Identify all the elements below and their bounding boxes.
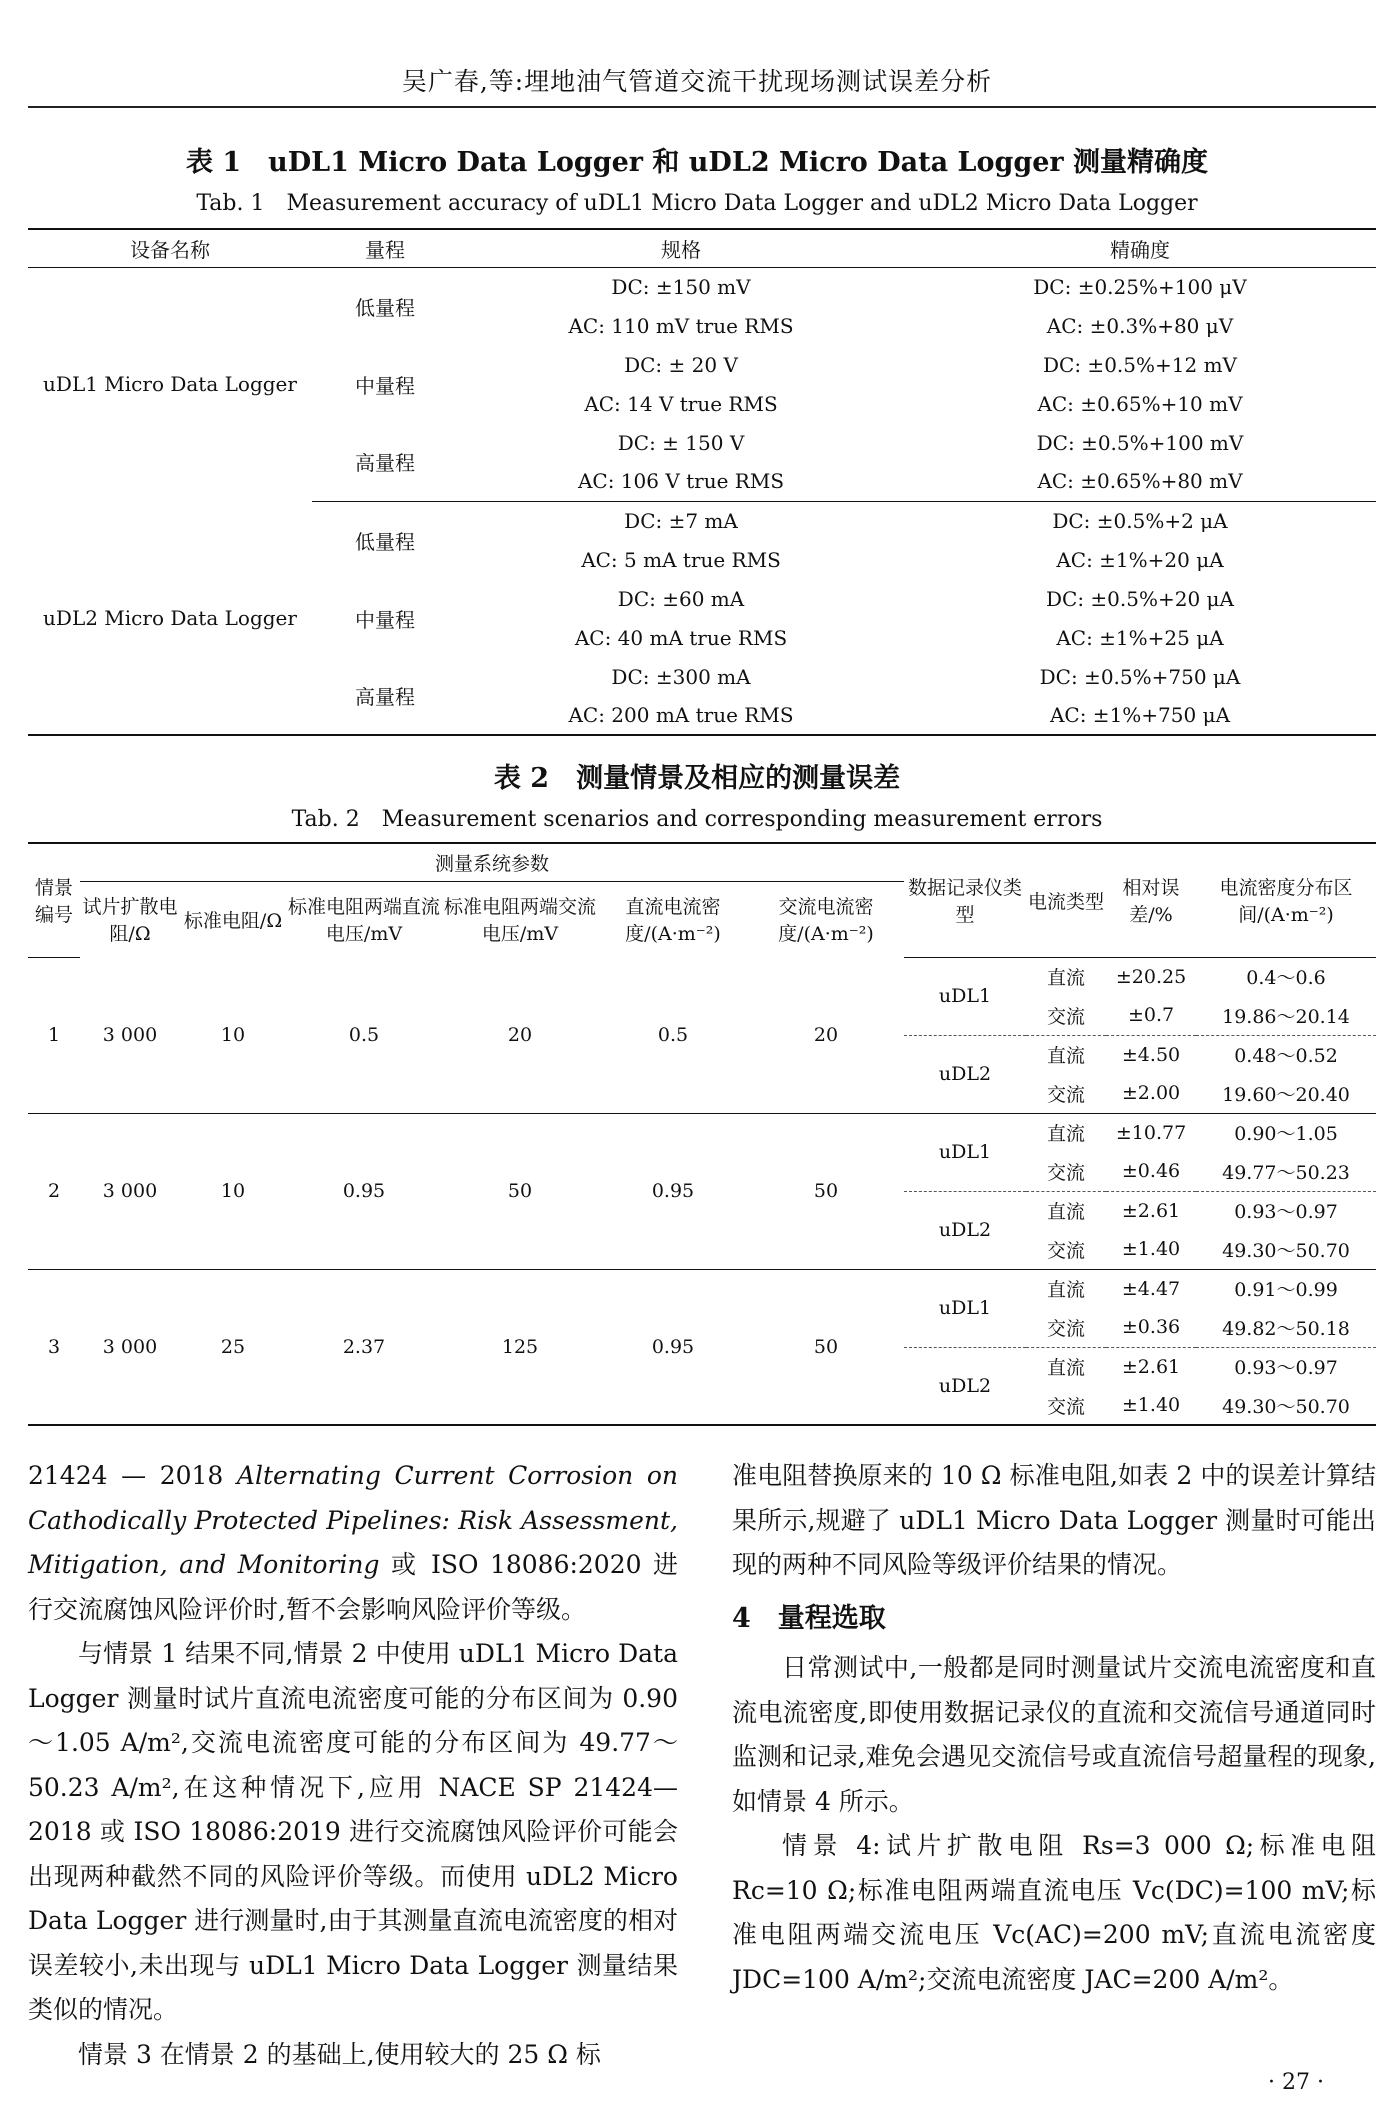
density-interval-cell: 19.60～20.40 [1196,1074,1376,1113]
left-p1-text-a: 21424 — 2018 [28,1461,237,1490]
accuracy-cell: AC: ±0.65%+10 mV [1037,391,1243,416]
table2-header-cell: 情景编号 [28,843,80,957]
table2-header-cell: 标准电阻两端交流电压/mV [443,896,596,946]
relative-error-cell: ±10.77 [1115,1121,1187,1144]
relative-error-cell: ±4.47 [1121,1277,1181,1300]
current-type-cell: 交流 [1026,1308,1106,1347]
page-number: · 27 · [1268,2070,1324,2095]
current-type-cell: 直流 [1047,1357,1086,1380]
table1-header-cell: 规格 [661,237,701,262]
jdc-cell: 0.95 [598,1113,748,1269]
table2-header-cell: 电流类型 [1026,843,1106,957]
relative-error-cell: ±2.61 [1121,1355,1181,1378]
table2-header-cell: 试片扩散电阻/Ω [82,896,178,946]
vac-cell: 50 [442,1113,598,1269]
table-row [28,957,1376,996]
accuracy-cell: DC: ±0.5%+2 μA [1052,508,1228,533]
density-interval-cell: 0.91～0.99 [1234,1279,1338,1302]
vdc-cell: 0.95 [286,1113,442,1269]
current-type-cell: 直流 [1047,967,1086,990]
scenario-id-cell: 3 [28,1269,80,1425]
jac-cell: 50 [748,1269,904,1425]
logger-type-cell: uDL1 [904,1269,1026,1347]
current-type-cell: 交流 [1026,1074,1106,1113]
relative-error-cell: ±4.50 [1121,1043,1181,1066]
rs-cell: 3 000 [80,1269,180,1425]
table1-header-cell: 量程 [365,237,405,262]
scenario-id-cell: 2 [28,1113,80,1269]
accuracy-cell: AC: ±1%+20 μA [1056,547,1224,572]
left-paragraph-1 [28,1454,678,1632]
logger-type-cell: uDL2 [904,1347,1026,1425]
running-header: 吴广春,等:埋地油气管道交流干扰现场测试误差分析 [401,67,993,96]
accuracy-cell: DC: ±0.5%+20 μA [1045,586,1234,611]
jac-cell: 50 [748,1113,904,1269]
table-row [28,1113,1376,1152]
density-interval-cell: 49.82～50.18 [1196,1308,1376,1347]
range-cell: 高量程 [312,423,458,501]
scenario-id-cell: 1 [28,957,80,1113]
rs-cell: 3 000 [80,1113,180,1269]
density-interval-cell: 49.30～50.70 [1196,1386,1376,1425]
accuracy-cell: AC: ±0.65%+80 mV [904,462,1376,501]
spec-cell: AC: 14 V true RMS [584,391,778,416]
table2 [28,842,1376,1426]
table1-header-row [28,229,1376,267]
spec-cell: AC: 5 mA true RMS [581,547,781,572]
jdc-cell: 0.5 [598,957,748,1113]
left-paragraph-2: 与情景 1 结果不同,情景 2 中使用 uDL1 Micro Data Logger 测量时试片直流电流密度可能的分布区间为 0.90～1.05 A/m²,交流电流密度可能的分布区间为 49.77～50.23 A/m²,在这种情况下,应用 NACE SP 21424—2018 或 ISO 18086:2019 进行交流腐蚀风险评价可能会出现两种截然不同的风险评价等级。而使用 uDL2 Micro Data Logger 进行测量时,由于其测量直流电流密度的相对误差较小,未出现与 uDL1 Micro Data Logger 测量结果类似的情况。 [28,1639,678,2024]
relative-error-cell: ±0.36 [1106,1308,1196,1347]
right-paragraph-3: 情景 4:试片扩散电阻 Rs=3 000 Ω;标准电阻 Rc=10 Ω;标准电阻两端直流电压 Vc(DC)=100 mV;标准电阻两端交流电压 Vc(AC)=200 mV;直流电流密度 JDC=100 A/m²;交流电流密度 JAC=200 A/m²。 [732,1831,1376,1994]
table2-header-cell: 直流电流密度/(A·m⁻²) [625,896,721,946]
accuracy-cell: DC: ±0.5%+12 mV [1043,352,1237,377]
spec-cell: DC: ± 20 V [624,352,738,377]
accuracy-cell: AC: ±1%+750 μA [904,696,1376,735]
current-type-cell: 交流 [1026,1386,1106,1425]
spec-cell: DC: ± 150 V [617,430,745,455]
density-interval-cell: 0.48～0.52 [1234,1045,1338,1068]
logger-type-cell: uDL2 [904,1191,1026,1269]
table-row [28,1269,1376,1308]
accuracy-cell: AC: ±0.3%+80 μV [1046,313,1234,338]
accuracy-cell: DC: ±0.5%+750 μA [1039,664,1241,689]
density-interval-cell: 0.93～0.97 [1234,1357,1338,1380]
table2-caption-en: Tab. 2 Measurement scenarios and corresponding measurement errors [291,807,1103,832]
spec-cell: DC: ±7 mA [624,508,738,533]
spec-cell: AC: 106 V true RMS [458,462,904,501]
header-rule [28,106,1376,108]
spec-cell: DC: ±60 mA [617,586,745,611]
density-interval-cell: 0.93～0.97 [1234,1201,1338,1224]
current-type-cell: 交流 [1026,996,1106,1035]
logger-type-cell: uDL1 [904,957,1026,1035]
relative-error-cell: ±1.40 [1106,1386,1196,1425]
relative-error-cell: ±0.7 [1106,996,1196,1035]
vdc-cell: 2.37 [286,1269,442,1425]
vdc-cell: 0.5 [286,957,442,1113]
density-interval-cell: 49.77～50.23 [1196,1152,1376,1191]
spec-cell: AC: 200 mA true RMS [458,696,904,735]
table1-header-cell: 设备名称 [130,237,210,262]
spec-cell: AC: 110 mV true RMS [568,313,794,338]
jac-cell: 20 [748,957,904,1113]
left-paragraph-3: 情景 3 在情景 2 的基础上,使用较大的 25 Ω 标 [78,2039,601,2069]
relative-error-cell: ±2.00 [1106,1074,1196,1113]
vac-cell: 125 [442,1269,598,1425]
logger-type-cell: uDL2 [904,1035,1026,1113]
right-paragraph-1: 准电阻替换原来的 10 Ω 标准电阻,如表 2 中的误差计算结果所示,规避了 uDL1 Micro Data Logger 测量时可能出现的两种不同风险等级评价结果的情况。 [732,1461,1376,1579]
jdc-cell: 0.95 [598,1269,748,1425]
current-type-cell: 直流 [1047,1123,1086,1146]
device-name-cell: uDL1 Micro Data Logger [43,372,297,397]
current-type-cell: 直流 [1047,1045,1086,1068]
section-heading: 4 量程选取 [732,1603,886,1634]
density-interval-cell: 19.86～20.14 [1196,996,1376,1035]
accuracy-cell: DC: ±0.25%+100 μV [1033,274,1247,299]
density-interval-cell: 0.4～0.6 [1246,967,1326,990]
table2-header-cell: 标准电阻两端直流电压/mV [287,896,440,946]
relative-error-cell: ±0.46 [1106,1152,1196,1191]
relative-error-cell: ±20.25 [1115,965,1187,988]
accuracy-cell: AC: ±1%+25 μA [1056,625,1224,650]
spec-cell: DC: ±150 mV [611,274,751,299]
table2-caption-cn: 表 2 测量情景及相应的测量误差 [493,763,901,794]
rc-cell: 10 [180,957,286,1113]
right-paragraph-2: 日常测试中,一般都是同时测量试片交流电流密度和直流电流密度,即使用数据记录仪的直流和交流信号通道同时监测和记录,难免会遇见交流信号或直流信号超量程的现象,如情景 4 所示。 [732,1653,1376,1816]
table1-header-cell: 精确度 [1110,237,1170,262]
range-cell: 低量程 [355,295,415,320]
table-row [28,501,1376,540]
logger-type-cell: uDL1 [904,1113,1026,1191]
device-name-cell: uDL2 Micro Data Logger [28,501,312,735]
range-cell: 低量程 [355,529,415,554]
vac-cell: 20 [442,957,598,1113]
table2-header-cell: 数据记录仪类型 [904,843,1026,957]
table2-header-cell: 标准电阻/Ω [183,909,283,932]
left-column [28,1454,678,2077]
right-column-top [732,1454,1376,1588]
table2-header-row [28,843,1376,881]
current-type-cell: 直流 [1047,1201,1086,1224]
left-p1-text-b: 或 ISO 18086:2020 进行交流腐蚀风险评价时,暂不会影响风险评价等级。 [28,1550,678,1624]
accuracy-cell: DC: ±0.5%+100 mV [1036,430,1244,455]
rs-cell: 3 000 [80,957,180,1113]
table2-header-cell: 相对误差/% [1106,843,1196,957]
left-p1-italic-title: Alternating Current Corrosion on Cathodically Protected Pipelines: Risk Assessment, Mitigation, and Monitoring [28,1461,678,1579]
range-cell: 中量程 [355,607,415,632]
range-cell: 高量程 [312,657,458,735]
table1 [28,228,1376,736]
table2-header-cell: 交流电流密度/(A·m⁻²) [778,896,874,946]
spec-cell: AC: 40 mA true RMS [574,625,788,650]
range-cell: 中量程 [355,373,415,398]
relative-error-cell: ±2.61 [1121,1199,1181,1222]
right-column-bottom [732,1646,1376,2002]
table-row [28,267,1376,306]
table1-caption-cn: 表 1 uDL1 Micro Data Logger 和 uDL2 Micro Data Logger 测量精确度 [185,147,1209,178]
relative-error-cell: ±1.40 [1106,1230,1196,1269]
density-interval-cell: 0.90～1.05 [1234,1123,1338,1146]
table2-body [28,957,1376,1425]
density-interval-cell: 49.30～50.70 [1196,1230,1376,1269]
rc-cell: 25 [180,1269,286,1425]
current-type-cell: 交流 [1026,1152,1106,1191]
table2-header-cell: 电流密度分布区间/(A·m⁻²) [1196,843,1376,957]
table1-caption-en: Tab. 1 Measurement accuracy of uDL1 Micro Data Logger and uDL2 Micro Data Logger [196,191,1198,216]
spec-cell: DC: ±300 mA [611,664,751,689]
table2-header-cell: 测量系统参数 [80,843,904,881]
rc-cell: 10 [180,1113,286,1269]
current-type-cell: 交流 [1026,1230,1106,1269]
current-type-cell: 直流 [1047,1279,1086,1302]
